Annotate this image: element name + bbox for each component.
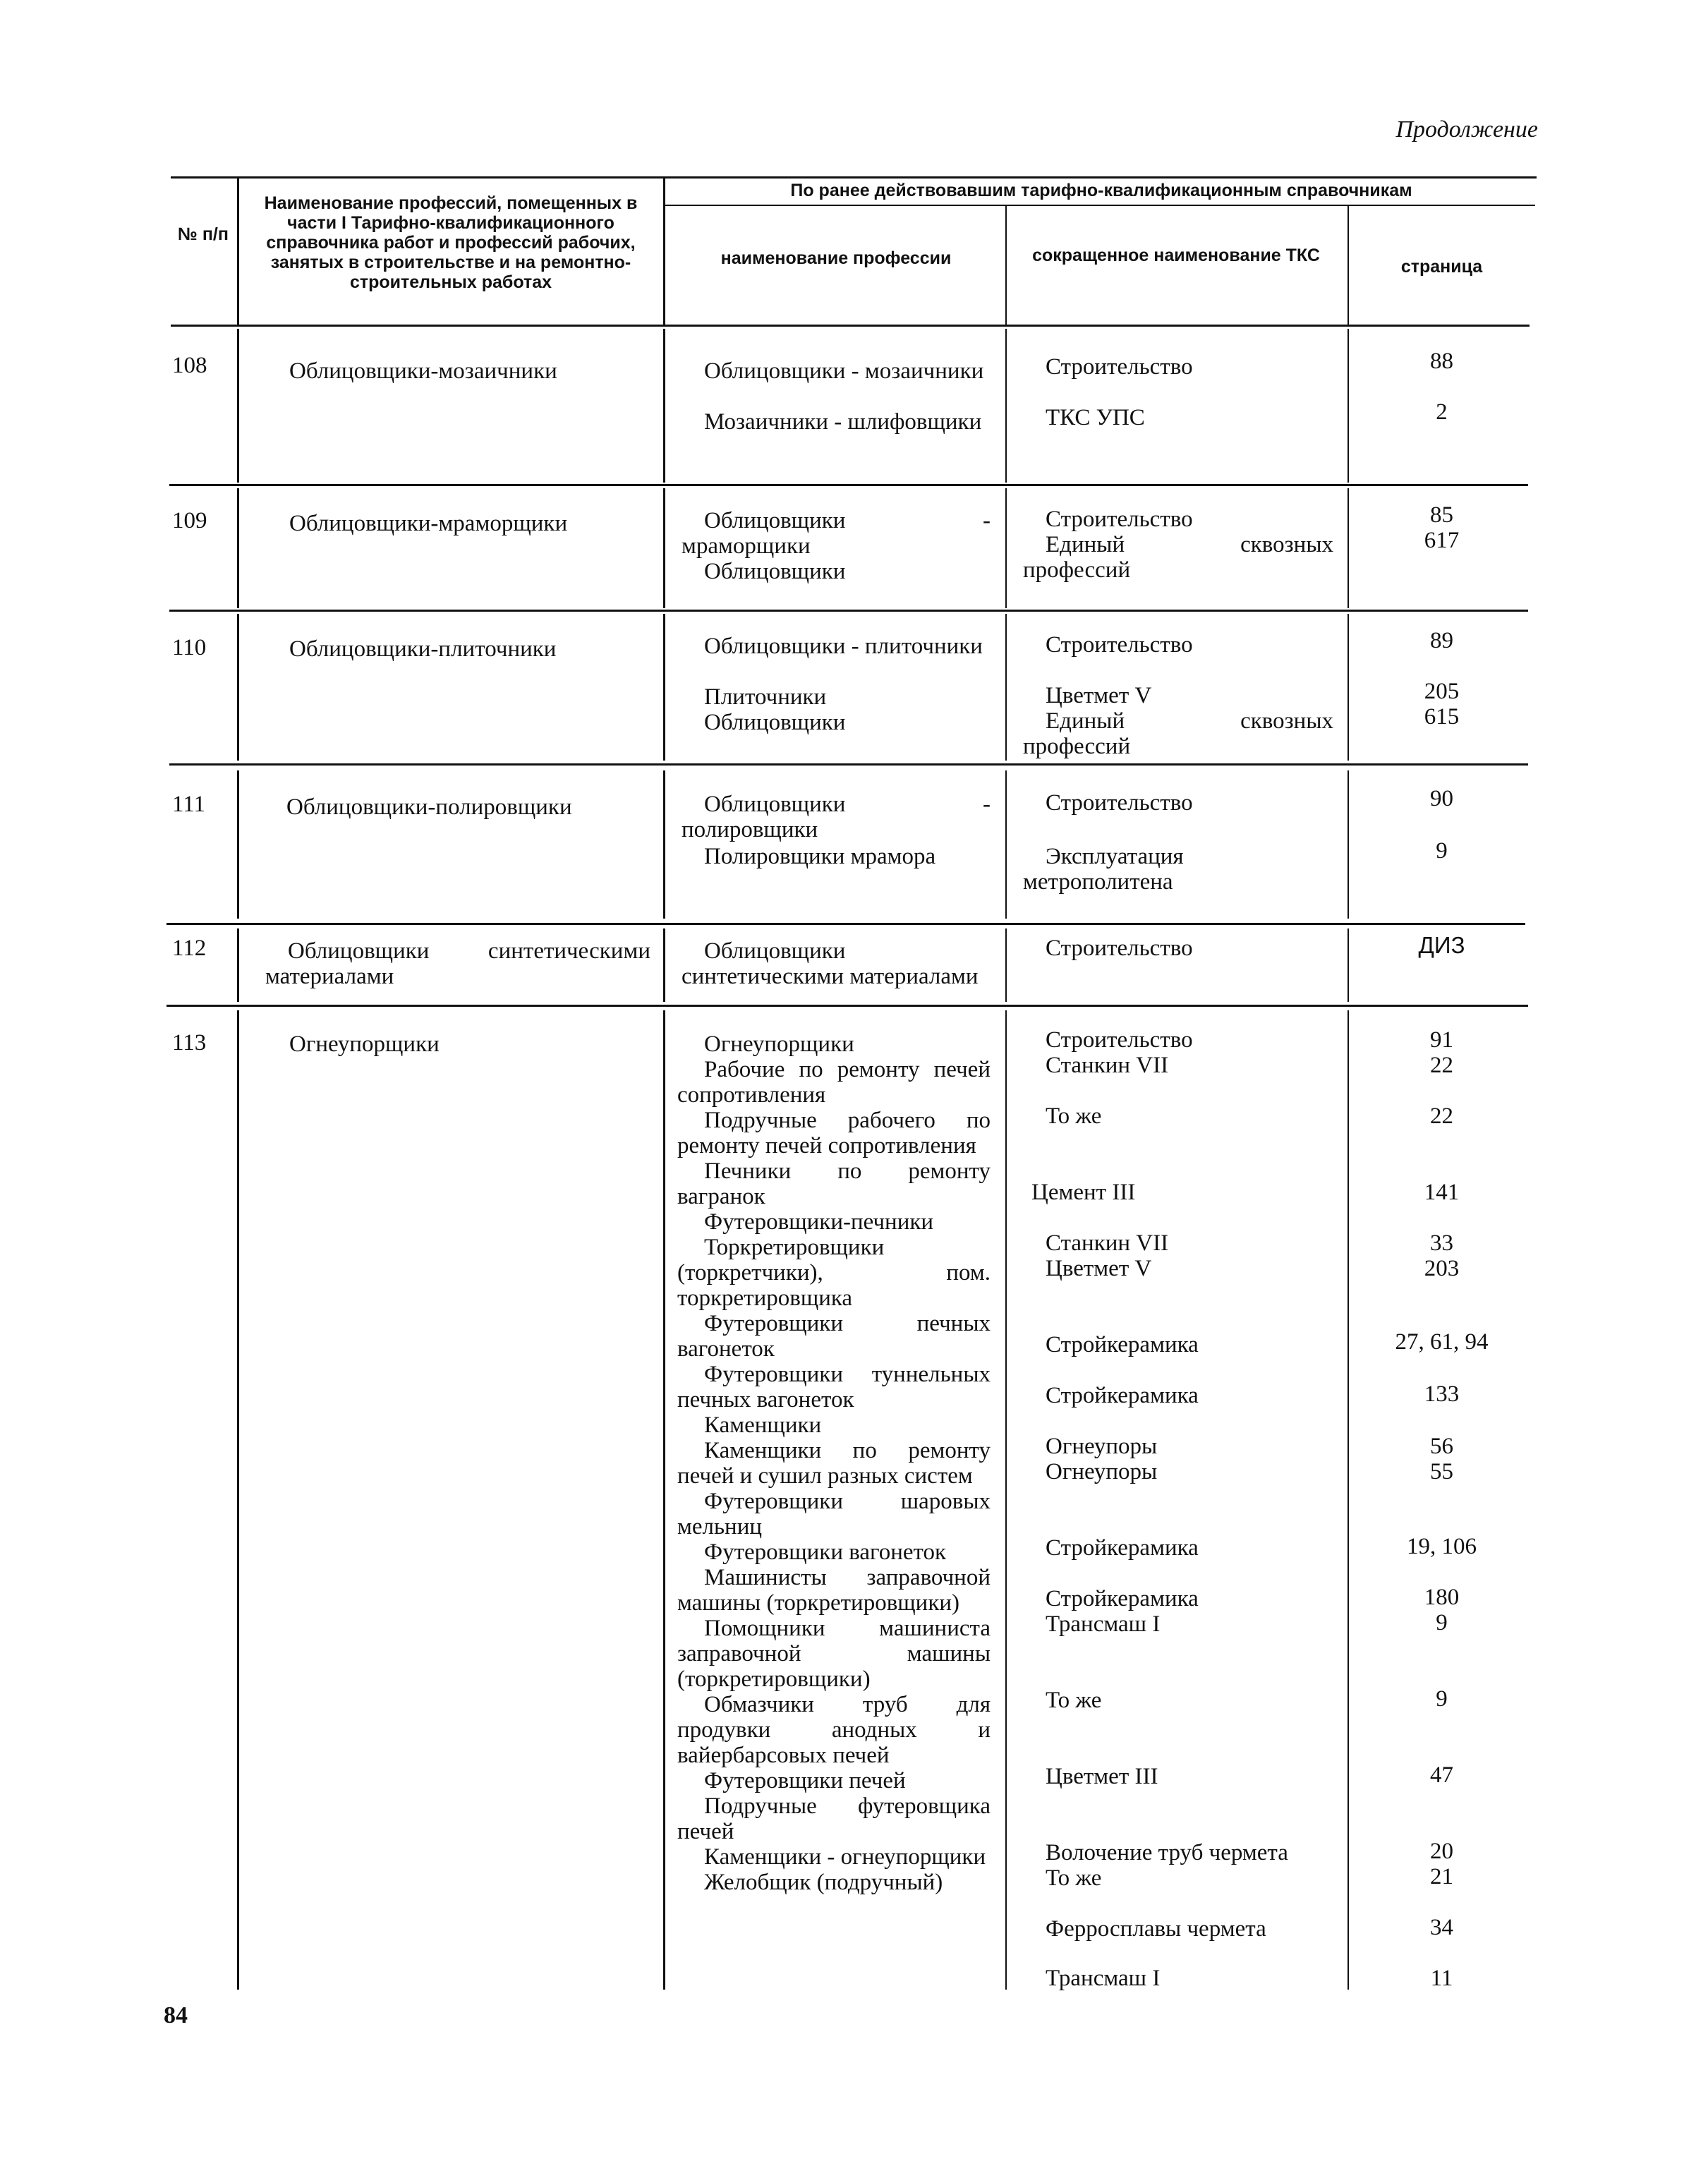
tks-name: Единый сквозных профессий — [1023, 532, 1333, 583]
old-profession: Футеровщики вагонеток — [704, 1539, 947, 1565]
page-ref: 9 — [1436, 1686, 1448, 1712]
page-ref: 615 — [1424, 704, 1460, 730]
row-divider — [1347, 488, 1349, 608]
profession-name: Облицовщики-полировщики — [286, 794, 572, 820]
page-ref: 617 — [1424, 528, 1460, 553]
tks-name: Эксплуатация метрополитена — [1023, 844, 1184, 895]
row-number: 113 — [172, 1030, 207, 1055]
page-ref: 2 — [1436, 399, 1448, 425]
row-separator — [169, 610, 1528, 612]
old-profession: Футеровщики-печники — [704, 1209, 934, 1235]
page-ref: 22 — [1430, 1103, 1453, 1129]
page-ref: 27, 61, 94 — [1395, 1329, 1489, 1355]
row-divider — [237, 1010, 239, 1990]
row-number: 111 — [172, 792, 206, 817]
old-profession: Облицовщики - мраморщики — [682, 508, 991, 559]
page-ref: 33 — [1430, 1230, 1453, 1256]
row-divider — [663, 770, 665, 919]
page-ref: 21 — [1430, 1864, 1453, 1889]
tks-name: Стройкерамика — [1046, 1586, 1199, 1611]
page-ref: 90 — [1430, 786, 1453, 811]
old-profession: Каменщики — [704, 1412, 822, 1438]
tks-name: Огнеупоры — [1046, 1434, 1158, 1459]
row-separator — [169, 763, 1528, 766]
old-profession: Обмазчики труб для продувки анодных и вайербарсовых печей — [677, 1692, 991, 1768]
old-profession: Каменщики по ремонту печей и сушил разных систем — [677, 1438, 991, 1489]
old-profession: Мозаичники - шлифовщики — [704, 409, 982, 435]
page-ref: 11 — [1430, 1966, 1453, 1991]
old-profession: Рабочие по ремонту печей сопротивления — [677, 1057, 991, 1108]
old-profession: Плиточники — [704, 684, 827, 710]
page-ref: 9 — [1436, 838, 1448, 864]
row-divider — [663, 614, 665, 761]
tks-name: Строительство — [1046, 790, 1193, 816]
tks-name: Огнеупоры — [1046, 1459, 1158, 1484]
header-col-page: страница — [1400, 257, 1483, 277]
tks-name: То же — [1046, 1865, 1102, 1891]
row-divider — [1347, 614, 1349, 761]
row-divider — [1005, 928, 1007, 1002]
old-profession: Подручные рабочего по ремонту печей сопротивления — [677, 1108, 991, 1158]
page-ref: 56 — [1430, 1434, 1453, 1459]
tks-name: Трансмаш I — [1046, 1966, 1161, 1991]
header-bottom-rule — [171, 325, 1530, 327]
old-profession: Печники по ремонту вагранок — [677, 1158, 991, 1209]
tks-name: Строительство — [1046, 632, 1193, 658]
old-profession: Машинисты заправочной машины (торкретировщики) — [677, 1565, 991, 1616]
tks-name: Цветмет III — [1046, 1764, 1158, 1789]
row-divider — [1005, 770, 1007, 919]
row-divider — [1347, 928, 1349, 1002]
old-profession: Торкретировщики (торкретчики), пом. торкретировщика — [677, 1235, 991, 1311]
row-divider — [1347, 770, 1349, 919]
page-ref: ДИЗ — [1418, 932, 1465, 958]
page-ref: 85 — [1430, 502, 1453, 528]
page-ref: 180 — [1424, 1585, 1460, 1610]
row-divider — [1347, 1010, 1349, 1990]
row-divider — [1005, 614, 1007, 761]
old-profession: Помощники машиниста заправочной машины (торкретировщики) — [677, 1616, 991, 1692]
row-divider — [1005, 329, 1007, 483]
header-col-prof: наименование профессии — [720, 248, 952, 268]
page-ref: 89 — [1430, 628, 1453, 653]
row-number: 110 — [172, 635, 207, 660]
row-divider — [1005, 1010, 1007, 1990]
old-profession: Подручные футеровщика печей — [677, 1793, 991, 1844]
tks-name: Цветмет V — [1046, 683, 1152, 708]
tks-name: Станкин VII — [1046, 1053, 1169, 1078]
header-divider-4 — [1347, 206, 1349, 325]
old-profession: Желобщик (подручный) — [704, 1870, 943, 1895]
header-col-tks: сокращенное наименование ТКС — [1032, 246, 1320, 265]
old-profession: Облицовщики - плиточники — [704, 634, 983, 659]
tks-name: Строительство — [1046, 354, 1193, 380]
row-divider — [237, 614, 239, 761]
profession-name: Огнеупорщики — [289, 1031, 440, 1057]
tks-name: То же — [1046, 1103, 1102, 1129]
page-ref: 203 — [1424, 1256, 1460, 1281]
page-ref: 19, 106 — [1407, 1534, 1477, 1559]
continuation-label: Продолжение — [1395, 116, 1538, 143]
page-ref: 91 — [1430, 1027, 1453, 1053]
old-profession: Облицовщики синтетическими материалами — [682, 938, 979, 989]
header-col-group: По ранее действовавшим тарифно-квалификационным справочникам — [790, 181, 1412, 200]
tks-name: Стройкерамика — [1046, 1535, 1199, 1561]
page-ref: 55 — [1430, 1459, 1453, 1484]
old-profession: Облицовщики — [704, 559, 846, 584]
old-profession: Облицовщики — [704, 710, 846, 735]
tks-name: Волочение труб чермета — [1046, 1840, 1288, 1865]
old-profession: Облицовщики - мозаичники — [704, 358, 984, 384]
row-number: 109 — [172, 508, 207, 533]
tks-name: Цемент III — [1031, 1180, 1136, 1205]
page-ref: 141 — [1424, 1180, 1460, 1205]
page-ref: 9 — [1436, 1610, 1448, 1635]
row-separator — [169, 484, 1528, 486]
group-header-rule — [663, 205, 1535, 206]
tks-name: Цветмет V — [1046, 1256, 1152, 1281]
old-profession: Полировщики мрамора — [704, 844, 936, 869]
tks-name: ТКС УПС — [1046, 405, 1145, 430]
row-divider — [237, 329, 239, 483]
row-separator — [166, 923, 1525, 925]
row-divider — [663, 329, 665, 483]
entries-113-prof-column — [677, 1031, 991, 1895]
page-ref: 22 — [1430, 1053, 1453, 1078]
row-separator — [166, 1005, 1528, 1007]
profession-name: Облицовщики-плиточники — [289, 636, 557, 662]
row-divider — [237, 770, 239, 919]
tks-name: Трансмаш I — [1046, 1611, 1161, 1637]
old-profession: Футеровщики туннельных печных вагонеток — [677, 1362, 991, 1412]
page-ref: 34 — [1430, 1915, 1453, 1940]
header-divider-1 — [237, 178, 239, 325]
row-divider — [1347, 329, 1349, 483]
profession-name: Облицовщики синтетическими материалами — [265, 938, 650, 989]
page-ref: 20 — [1430, 1839, 1453, 1864]
tks-name: Стройкерамика — [1046, 1332, 1199, 1357]
tks-name: Строительство — [1046, 1027, 1193, 1053]
profession-name: Облицовщики-мраморщики — [289, 511, 568, 536]
old-profession: Футеровщики печей — [704, 1768, 906, 1793]
row-divider — [1005, 488, 1007, 608]
row-divider — [237, 928, 239, 1002]
tks-name: Строительство — [1046, 936, 1193, 961]
header-col-name: Наименование профессий, помещенных в части I Тарифно-квалификационного справочника работ и профессий рабочих, занятых в строительстве и на ремонтно-строительных работах — [264, 193, 638, 292]
tks-name: Станкин VII — [1046, 1230, 1169, 1256]
row-number: 108 — [172, 353, 207, 378]
old-profession: Каменщики - огнеупорщики — [704, 1844, 986, 1870]
old-profession: Футеровщики печных вагонеток — [677, 1311, 991, 1362]
tks-name: Строительство — [1046, 507, 1193, 532]
page-ref: 88 — [1430, 349, 1453, 374]
old-profession: Огнеупорщики — [704, 1031, 854, 1057]
old-profession: Облицовщики - полировщики — [682, 792, 991, 842]
page-number: 84 — [164, 2002, 188, 2028]
page-ref: 133 — [1424, 1381, 1460, 1407]
page-ref: 205 — [1424, 679, 1460, 704]
old-profession: Футеровщики шаровых мельниц — [677, 1489, 991, 1539]
tks-name: Единый сквозных профессий — [1023, 708, 1333, 759]
profession-name: Облицовщики-мозаичники — [289, 358, 557, 384]
page-ref: 47 — [1430, 1762, 1453, 1788]
row-divider — [663, 928, 665, 1002]
header-col-no: № п/п — [178, 224, 229, 244]
header-divider-3 — [1005, 206, 1007, 325]
row-divider — [663, 488, 665, 608]
tks-name: Стройкерамика — [1046, 1383, 1199, 1408]
header-divider-2 — [663, 178, 665, 325]
row-divider — [663, 1010, 665, 1990]
tks-name: То же — [1046, 1688, 1102, 1713]
row-divider — [237, 488, 239, 608]
tks-name: Ферросплавы чермета — [1046, 1916, 1266, 1942]
row-number: 112 — [172, 936, 207, 961]
